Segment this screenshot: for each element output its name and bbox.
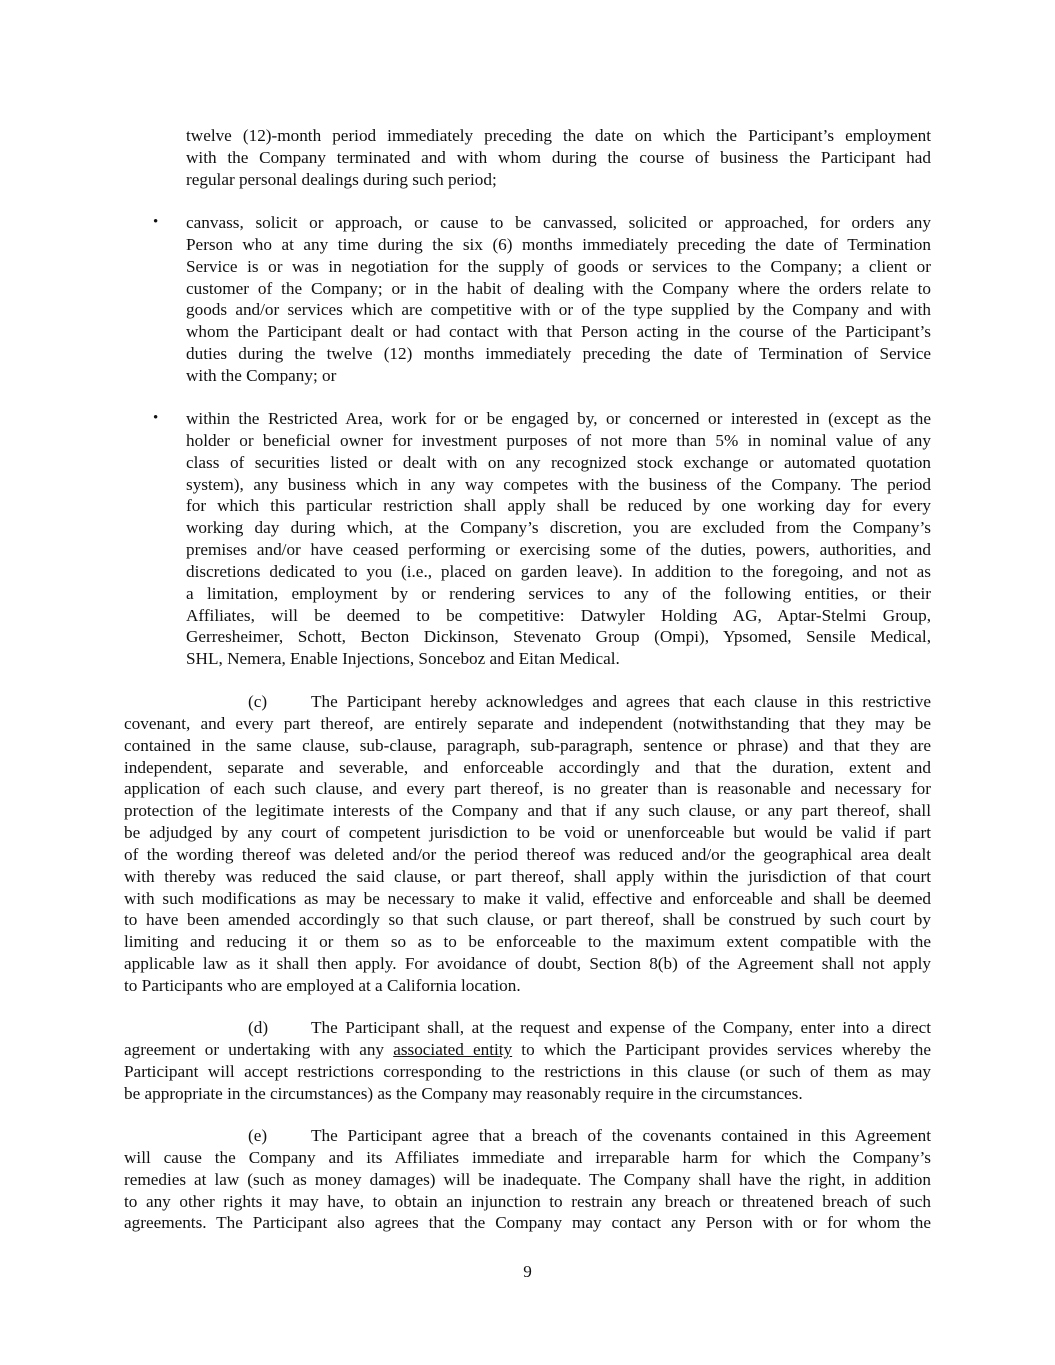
text-line: of the wording thereof was deleted and/or the period thereof was reduced and/or the geographical area dealt — [124, 844, 931, 864]
section-d-body — [124, 1061, 931, 1105]
text-line: Affiliates, will be deemed to be competitive: Datwyler Holding AG, Aptar-Stelmi Group, — [186, 605, 931, 625]
text-line: Service is or was in negotiation for the supply of goods or services to the Company; a client or — [186, 256, 931, 276]
text-line: discretions dedicated to you (i.e., placed on garden leave). In addition to the foregoing, and not as — [186, 561, 931, 581]
line-text: The Participant shall, at the request and expense of the Company, enter into a direct — [311, 1018, 931, 1037]
text-line: customer of the Company; or in the habit of dealing with the Company where the orders relate to — [186, 278, 931, 298]
text-line: for which this particular restriction shall apply shall be reduced by one working day for every — [186, 496, 931, 516]
text-line: applicable law as it shall then apply. For avoidance of doubt, Section 8(b) of the Agreement shall not apply — [124, 954, 931, 974]
text-line: SHL, Nemera, Enable Injections, Sonceboz and Eitan Medical. — [186, 649, 620, 669]
text-line: a limitation, employment by or rendering services to any of the following entities, or their — [186, 583, 931, 603]
text-line: agreements. The Participant also agrees that the Company may contact any Person with or for whom the — [124, 1213, 931, 1233]
text-line: with thereby was reduced the said clause, or part thereof, shall apply within the jurisdiction of that court — [124, 866, 931, 886]
section-c-first-line — [124, 691, 931, 713]
text-line: system), any business which in any way competes with the business of the Company. The period — [186, 474, 931, 494]
text-line: to have been amended accordingly so that such clause, or part thereof, shall be construed by such court by — [124, 910, 931, 930]
section-d-paragraph — [124, 1017, 931, 1104]
text-line: protection of the legitimate interests of the Company and that if any such clause, or any part thereof, shall — [124, 801, 931, 821]
line-text: to which the Participant provides services whereby the — [521, 1039, 931, 1059]
bullet-icon: • — [153, 410, 159, 426]
text-line: be adjudged by any court of competent jurisdiction to be void or unenforceable but would be valid if part — [124, 823, 931, 843]
section-c-paragraph — [124, 691, 931, 997]
section-label: (e) — [248, 1126, 268, 1145]
text-line: to any other rights it may have, to obtain an injunction to restrain any breach or threatened breach of such — [124, 1191, 931, 1211]
text-line: Person who at any time during the six (6) months immediately preceding the date of Termination — [186, 234, 931, 254]
line-text: The Participant agree that a breach of the covenants contained in this Agreement — [311, 1126, 931, 1145]
text-line: will cause the Company and its Affiliates immediate and irreparable harm for which the Company’s — [124, 1147, 931, 1167]
text-line: within the Restricted Area, work for or be engaged by, or concerned or interested in (except as the — [186, 409, 931, 428]
text-line: independent, separate and severable, and enforceable accordingly and that the duration, extent and — [124, 757, 931, 777]
text-line: canvass, solicit or approach, or cause to be canvassed, solicited or approached, for orders any — [186, 213, 931, 232]
bullet-item-restricted-area — [186, 408, 931, 670]
page-number: 9 — [523, 1262, 532, 1281]
text-line: premises and/or have ceased performing or exercising some of the duties, powers, authorities, and — [186, 540, 931, 560]
section-d-first-line — [124, 1017, 931, 1039]
text-line: with the Company; or — [186, 365, 337, 385]
section-e-body — [124, 1147, 931, 1234]
text-line: to Participants who are employed at a California location. — [124, 975, 521, 995]
text-line: be appropriate in the circumstances) as the Company may reasonably require in the circumstances. — [124, 1083, 803, 1103]
text-line: remedies at law (such as money damages) will be inadequate. The Company shall have the right, in addition — [124, 1169, 931, 1189]
section-label: (c) — [248, 692, 268, 711]
text-line: with the Company terminated and with whom during the course of business the Participant had — [186, 147, 931, 167]
bullet-icon: • — [153, 214, 159, 230]
text-line: application of each such clause, and every part thereof, is no greater than is reasonable and necessary for — [124, 779, 931, 799]
section-d-line-2 — [124, 1039, 931, 1061]
text-line: with such modifications as may be necessary to make it valid, effective and enforceable and shall be deemed — [124, 888, 931, 908]
text-line: whom the Participant dealt or had contact with that Person acting in the course of the Participant’s — [186, 322, 931, 342]
line-text: The Participant hereby acknowledges and agrees that each clause in this restrictive — [311, 692, 931, 711]
text-line: duties during the twelve (12) months immediately preceding the date of Termination of Service — [186, 344, 931, 364]
associated-entity-term: associated entity — [393, 1039, 513, 1059]
bullet-item-solicitation — [186, 212, 931, 387]
text-line: working day during which, at the Company’s discretion, you are excluded from the Company’s — [186, 518, 931, 538]
line-text: agreement or undertaking with any — [124, 1039, 385, 1059]
text-line: limiting and reducing it or them so as to be enforceable to the maximum extent compatible with the — [124, 932, 931, 952]
section-label: (d) — [248, 1018, 269, 1037]
text-line: regular personal dealings during such period; — [186, 169, 497, 189]
section-e-paragraph — [124, 1125, 931, 1234]
section-c-body — [124, 713, 931, 997]
text-line: covenant, and every part thereof, are entirely separate and independent (notwithstanding that they may be — [124, 713, 931, 733]
text-line: goods and/or services which are competitive with or of the type supplied by the Company and with — [186, 300, 931, 320]
continuation-paragraph — [186, 125, 931, 191]
text-line: twelve (12)-month period immediately preceding the date on which the Participant’s employment — [186, 126, 931, 145]
text-line: contained in the same clause, sub-clause, paragraph, sub-paragraph, sentence or phrase) and that they are — [124, 735, 931, 755]
section-e-first-line — [124, 1125, 931, 1147]
text-line: holder or beneficial owner for investment purposes of not more than 5% in nominal value of any — [186, 430, 931, 450]
text-line: Gerresheimer, Schott, Becton Dickinson, Stevenato Group (Ompi), Ypsomed, Sensile Medical, — [186, 627, 931, 647]
text-line: Participant will accept restrictions corresponding to the restrictions in this clause (or such of them as may — [124, 1061, 931, 1081]
text-line: class of securities listed or dealt with on any recognized stock exchange or automated quotation — [186, 452, 931, 472]
